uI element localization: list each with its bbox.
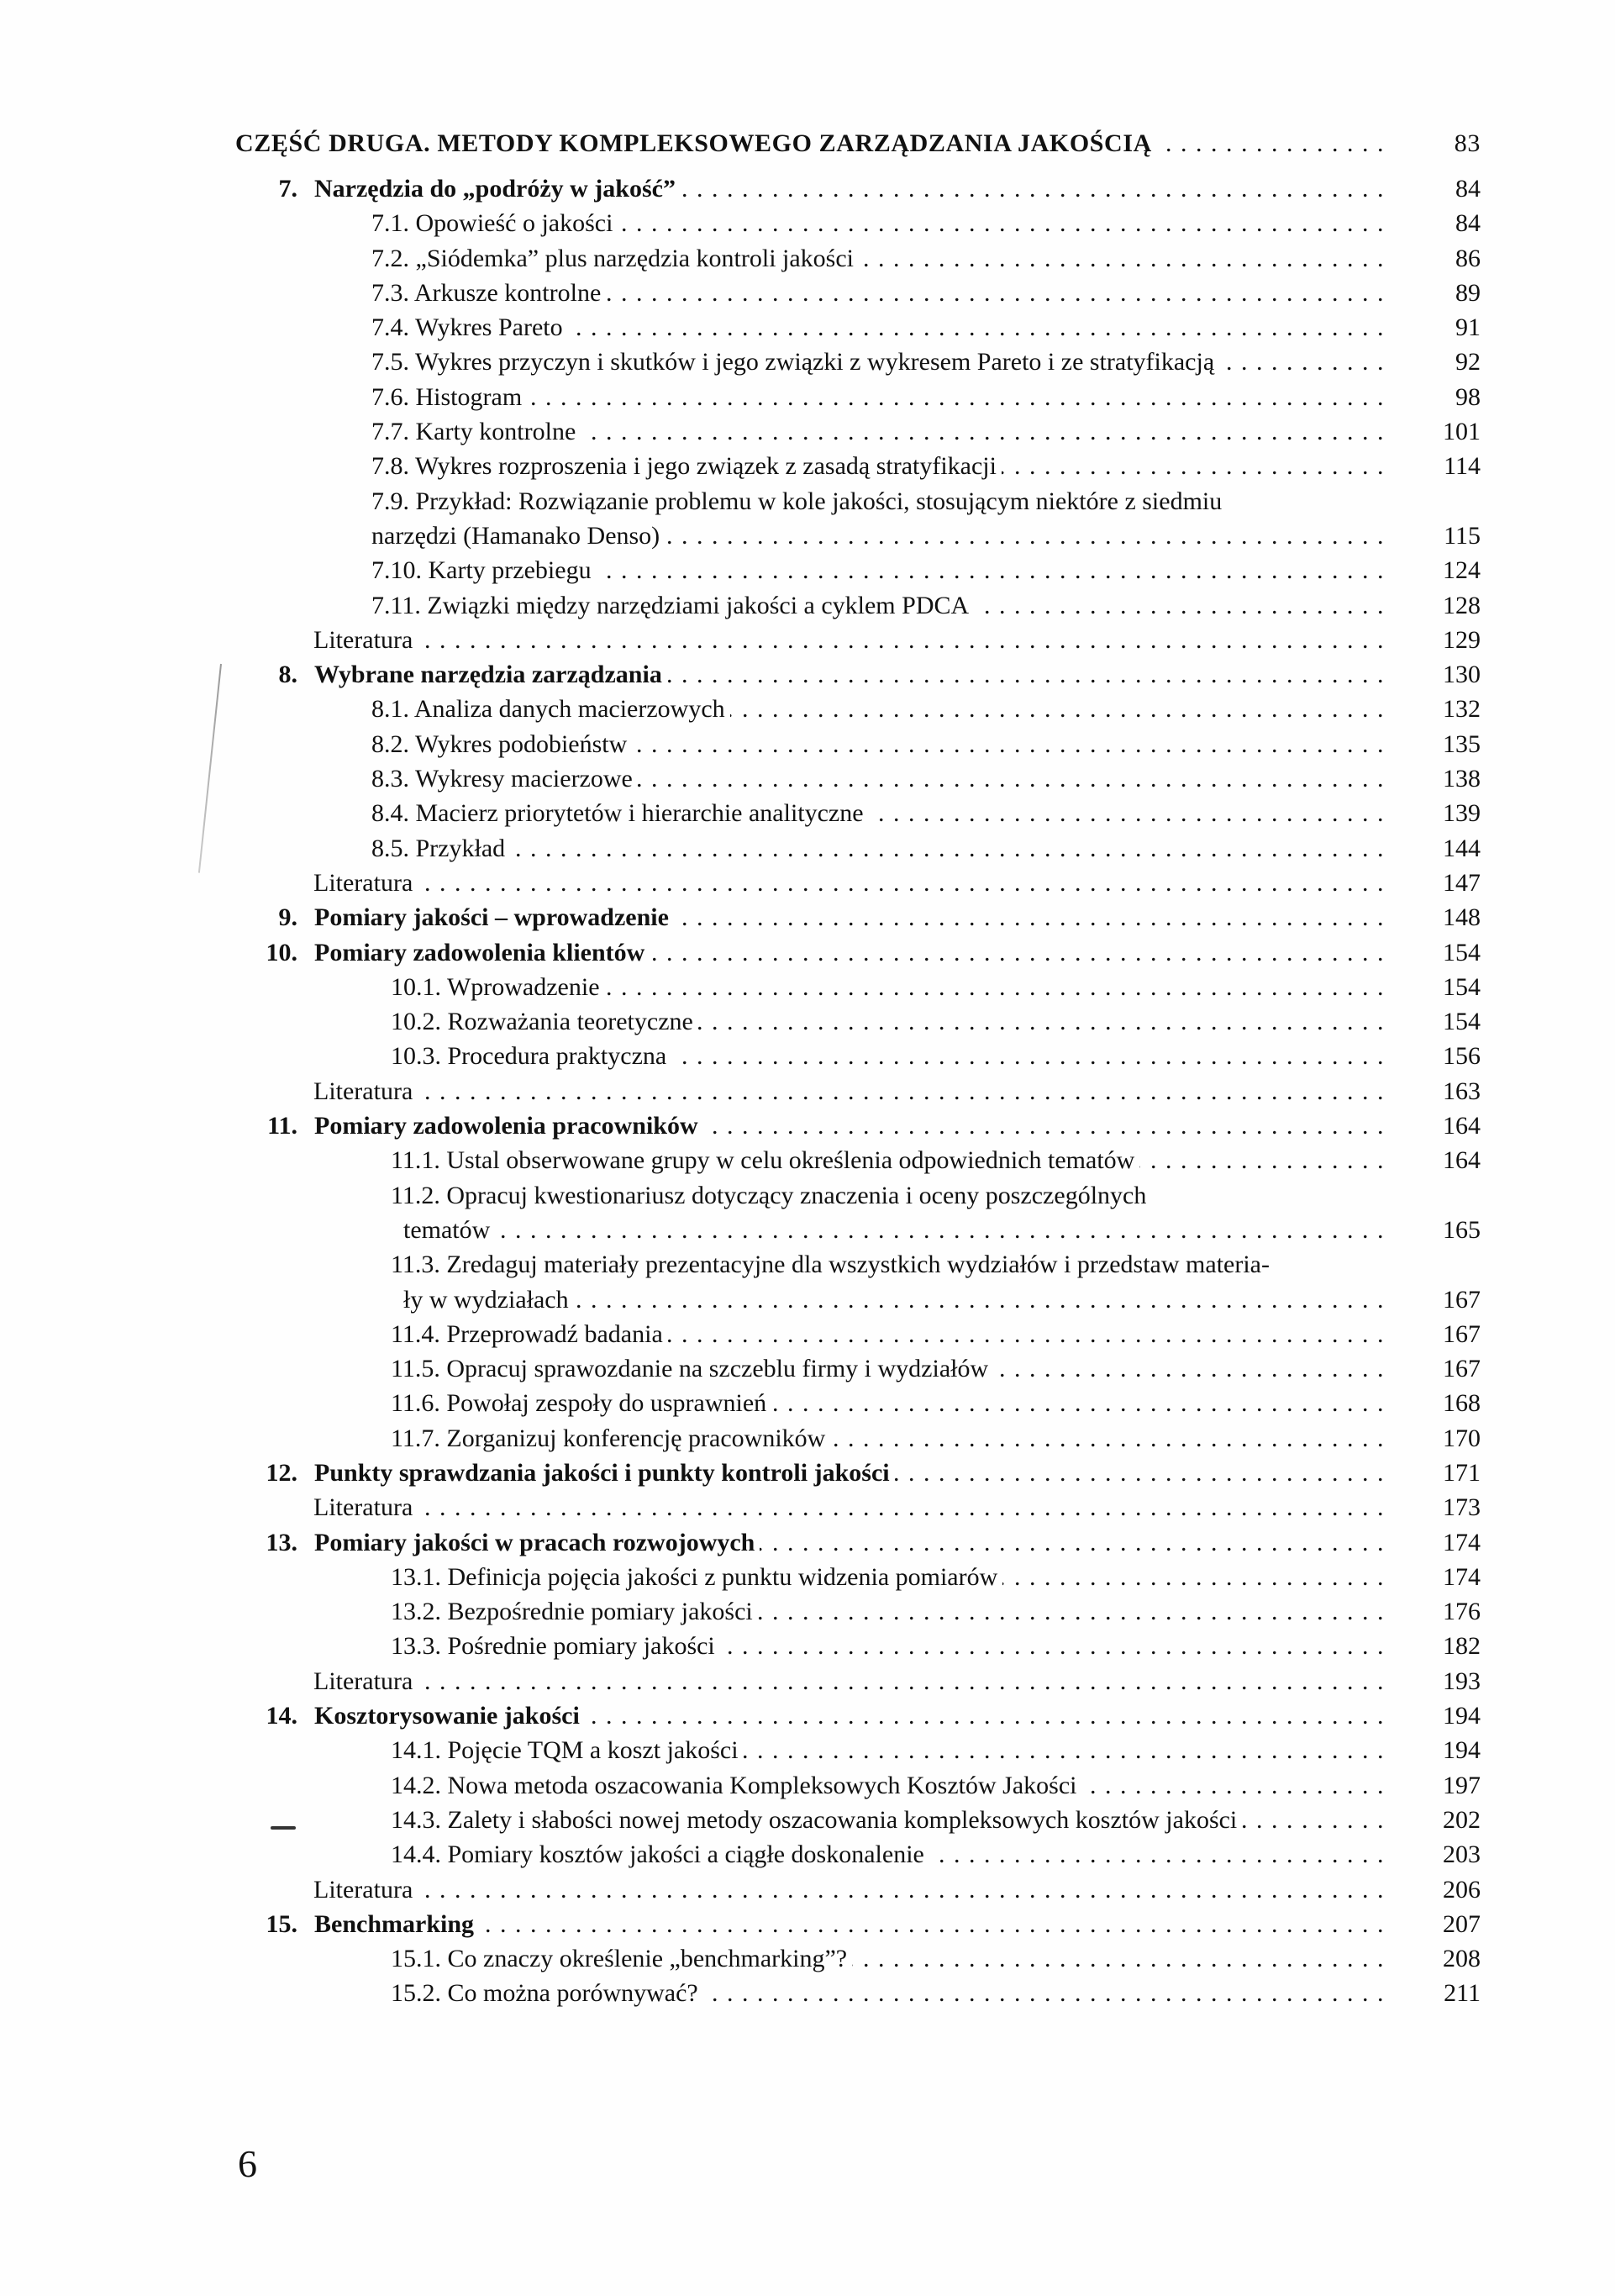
toc-section-row [235,692,1487,726]
entry-title: 7.7. Karty kontrolne [371,414,581,449]
dot-leader [1157,123,1385,165]
dot-leader [1081,1768,1385,1803]
entry-page-number: 174 [1443,1528,1481,1556]
toc-bibliography-row [235,1664,1487,1698]
pencil-margin-mark [198,664,222,873]
entry-title: 11.4. Przeprowadź badania [391,1317,668,1351]
entry-page-number: 132 [1443,695,1481,724]
dot-leader [1002,1560,1385,1594]
chapter-number: 11. [267,1112,297,1140]
entry-page-number: 139 [1443,799,1481,828]
entry-page-number: 154 [1443,972,1481,1001]
entry-title: 7.3. Arkusze kontrolne [371,276,606,310]
entry-title: 7.9. Przykład: Rozwiązanie problemu w kole jakości, stosującym niektóre z siedmiu [371,484,1227,519]
toc-section-row [235,1317,1487,1351]
entry-title: 7.6. Histogram [371,380,527,414]
dot-leader [632,727,1385,761]
entry-page-number: 147 [1443,868,1481,897]
entry-title: 14.3. Zalety i słabości nowej metody oszacowania kompleksowych kosztów jakości [391,1803,1242,1837]
entry-title: 7.1. Opowieść o jakości [371,206,618,240]
entry-title: Literatura [313,1872,418,1907]
toc-chapter-row [235,900,1487,935]
dot-leader [510,831,1385,866]
entry-title: 8.3. Wykresy macierzowe [371,761,638,796]
dot-leader [581,414,1385,449]
dot-leader [650,935,1385,970]
entry-page-number: 129 [1443,625,1481,654]
toc-section-row [235,345,1487,379]
dot-leader [744,1733,1385,1767]
toc-chapter-row [235,1109,1487,1143]
toc-entries [235,171,1487,2011]
toc-chapter-row [235,1907,1487,1941]
entry-title: 8.1. Analiza danych macierzowych [371,692,730,726]
toc-bibliography-row [235,866,1487,900]
dot-leader [495,1213,1385,1247]
toc-chapter-row [235,657,1487,692]
table-of-contents [235,123,1487,2011]
dot-leader [703,1109,1385,1143]
toc-section-row [235,310,1487,345]
toc-bibliography-row [235,1074,1487,1109]
dot-leader [418,866,1385,900]
toc-section-row [235,449,1487,483]
dot-leader [574,1282,1385,1317]
entry-title: 7.2. „Siódemka” plus narzędzia kontroli jakości [371,241,859,276]
toc-section-row [235,1351,1487,1386]
entry-page-number: 211 [1444,1979,1481,2008]
entry-title: 10.3. Procedura praktyczna [391,1039,671,1073]
dot-leader [585,1698,1385,1733]
dot-leader [720,1629,1385,1663]
entry-page-number: 167 [1443,1285,1481,1314]
toc-section-row [235,588,1487,623]
toc-section-row [235,484,1487,519]
dot-leader [479,1907,1385,1941]
entry-title: 11.2. Opracuj kwestionariusz dotyczący znaczenia i oceny poszczególnych [391,1178,1151,1213]
toc-section-row [235,1560,1487,1594]
entry-title: 7.5. Wykres przyczyn i skutków i jego związki z wykresem Pareto i ze stratyfikacją [371,345,1219,379]
toc-section-row [235,1004,1487,1039]
entry-title: 11.5. Opracuj sprawozdanie na szczeblu firmy i wydziałów [391,1351,993,1386]
entry-title: narzędzi (Hamanako Denso) [371,519,665,553]
dot-leader [1219,345,1385,379]
entry-page-number: 207 [1443,1909,1481,1938]
entry-title: 15.2. Co można porównywać? [391,1976,703,2010]
entry-title: 14.2. Nowa metoda oszacowania Kompleksowych Kosztów Jakości [391,1768,1081,1803]
entry-title: Pomiary zadowolenia pracowników [314,1109,703,1143]
entry-page-number: 194 [1443,1702,1481,1730]
entry-title: 10.2. Rozważania teoretyczne [391,1004,698,1039]
toc-section-row [235,1386,1487,1420]
part-heading-page: 83 [1454,129,1481,157]
entry-title: 11.6. Powołaj zespoły do usprawnień [391,1386,771,1420]
dot-leader [418,1490,1385,1525]
entry-page-number: 194 [1443,1736,1481,1765]
dot-leader [830,1421,1385,1456]
toc-section-row [235,1594,1487,1629]
entry-page-number: 164 [1443,1146,1481,1175]
dot-leader [674,900,1385,935]
entry-title: Literatura [313,1490,418,1525]
entry-title: 7.4. Wykres Pareto [371,310,568,345]
chapter-number: 15. [266,1909,297,1938]
toc-section-row [235,1143,1487,1177]
toc-section-row [235,1629,1487,1663]
entry-title: Literatura [313,866,418,900]
toc-section-row [235,761,1487,796]
toc-section-row [235,1803,1487,1837]
entry-page-number: 167 [1443,1319,1481,1348]
dot-leader [859,241,1385,276]
entry-title: 14.1. Pojęcie TQM a koszt jakości [391,1733,744,1767]
dot-leader [597,553,1385,587]
entry-title: 13.1. Definicja pojęcia jakości z punktu widzenia pomiarów [391,1560,1002,1594]
entry-page-number: 206 [1443,1875,1481,1904]
entry-page-number: 124 [1443,556,1481,585]
dot-leader [667,657,1385,692]
entry-page-number: 130 [1443,661,1481,689]
toc-section-row [235,1941,1487,1976]
chapter-number: 12. [266,1458,297,1487]
dot-leader [1242,1803,1385,1837]
dot-leader [618,206,1385,240]
toc-section-row [235,1733,1487,1767]
dot-leader [668,1317,1385,1351]
chapter-number: 7. [278,175,297,203]
dot-leader [665,519,1385,553]
chapter-number: 9. [278,903,297,932]
toc-section-row [235,1976,1487,2010]
dot-leader [771,1386,1385,1420]
toc-bibliography-row [235,1872,1487,1907]
entry-page-number: 174 [1443,1562,1481,1591]
toc-chapter-row [235,1525,1487,1560]
entry-page-number: 168 [1443,1389,1481,1418]
dot-leader [527,380,1385,414]
toc-chapter-row [235,1456,1487,1490]
toc-section-row [235,796,1487,830]
dot-leader [1139,1143,1385,1177]
part-heading [235,123,1487,165]
entry-page-number: 182 [1443,1632,1481,1661]
entry-page-number: 86 [1455,244,1481,272]
entry-page-number: 114 [1444,452,1481,481]
entry-title: Kosztorysowanie jakości [314,1698,585,1733]
entry-title: 13.3. Pośrednie pomiary jakości [391,1629,720,1663]
entry-page-number: 148 [1443,903,1481,932]
entry-page-number: 138 [1443,765,1481,793]
entry-title: Pomiary jakości w pracach rozwojowych [314,1525,760,1560]
entry-page-number: 135 [1443,729,1481,758]
entry-page-number: 176 [1443,1598,1481,1626]
toc-bibliography-row [235,1490,1487,1525]
page-number: 6 [238,2142,257,2185]
dot-leader [418,1664,1385,1698]
entry-page-number: 165 [1443,1215,1481,1244]
toc-section-row [235,1282,1487,1317]
dot-leader [974,588,1385,623]
toc-section-row [235,1421,1487,1456]
entry-title: 13.2. Bezpośrednie pomiary jakości [391,1594,758,1629]
toc-section-row [235,380,1487,414]
entry-title: Punkty sprawdzania jakości i punkty kontroli jakości [314,1456,895,1490]
entry-title: Pomiary jakości – wprowadzenie [314,900,674,935]
part-heading-title: CZĘŚĆ DRUGA. METODY KOMPLEKSOWEGO ZARZĄDZANIA JAKOŚCIĄ [235,123,1157,165]
dot-leader [418,1872,1385,1907]
entry-title: Benchmarking [314,1907,479,1941]
entry-page-number: 115 [1444,521,1481,550]
entry-page-number: 98 [1455,382,1481,411]
entry-title: Narzędzia do „podróży w jakość” [314,171,681,206]
toc-section-row [235,1837,1487,1872]
dot-leader [929,1837,1385,1872]
toc-section-row [235,1178,1487,1213]
dot-leader [869,796,1385,830]
dot-leader [671,1039,1385,1073]
toc-section-row [235,519,1487,553]
entry-page-number: 84 [1455,175,1481,203]
chapter-number: 10. [266,938,297,966]
dot-leader [993,1351,1385,1386]
dot-leader [568,310,1385,345]
entry-page-number: 128 [1443,591,1481,619]
entry-title: 15.1. Co znaczy określenie „benchmarking”? [391,1941,852,1976]
entry-title: Literatura [313,623,418,657]
dot-leader [703,1976,1385,2010]
entry-page-number: 154 [1443,938,1481,966]
entry-page-number: 173 [1443,1493,1481,1522]
dot-leader [852,1941,1385,1976]
toc-chapter-row [235,935,1487,970]
entry-title: Pomiary zadowolenia klientów [314,935,650,970]
dot-leader [606,276,1385,310]
entry-title: Literatura [313,1664,418,1698]
entry-page-number: 167 [1443,1355,1481,1383]
dot-leader [760,1525,1385,1560]
entry-title: 11.1. Ustal obserwowane grupy w celu określenia odpowiednich tematów [391,1143,1139,1177]
entry-page-number: 197 [1443,1771,1481,1799]
entry-page-number: 202 [1443,1805,1481,1834]
dot-leader [605,970,1385,1004]
chapter-number: 14. [266,1702,297,1730]
chapter-number: 8. [278,661,297,689]
entry-page-number: 101 [1443,418,1481,446]
entry-page-number: 170 [1443,1424,1481,1452]
entry-title: Wybrane narzędzia zarządzania [314,657,667,692]
entry-title: 7.8. Wykres rozproszenia i jego związek z zasadą stratyfikacji [371,449,1002,483]
entry-page-number: 203 [1443,1840,1481,1869]
entry-page-number: 144 [1443,834,1481,862]
dot-leader [698,1004,1385,1039]
entry-title: tematów [403,1213,495,1247]
dot-leader [895,1456,1385,1490]
entry-page-number: 92 [1455,348,1481,377]
entry-page-number: 193 [1443,1667,1481,1695]
entry-title: 7.10. Karty przebiegu [371,553,597,587]
dot-leader [730,692,1385,726]
entry-page-number: 84 [1455,209,1481,238]
toc-chapter-row [235,1698,1487,1733]
entry-title: 7.11. Związki między narzędziami jakości a cyklem PDCA [371,588,974,623]
toc-section-row [235,241,1487,276]
entry-page-number: 154 [1443,1008,1481,1036]
dot-leader [758,1594,1385,1629]
entry-page-number: 156 [1443,1042,1481,1071]
toc-section-row [235,831,1487,866]
entry-page-number: 89 [1455,278,1481,307]
dot-leader [418,623,1385,657]
toc-chapter-row [235,171,1487,206]
dot-leader [418,1074,1385,1109]
entry-page-number: 164 [1443,1112,1481,1140]
entry-title: ły w wydziałach [403,1282,574,1317]
toc-section-row [235,727,1487,761]
entry-title: 10.1. Wprowadzenie [391,970,605,1004]
chapter-number: 13. [266,1528,297,1556]
dot-leader [638,761,1385,796]
entry-title: 11.3. Zredaguj materiały prezentacyjne dla wszystkich wydziałów i przedstaw materia- [391,1247,1275,1282]
toc-section-row [235,1213,1487,1247]
toc-section-row [235,276,1487,310]
entry-title: 8.2. Wykres podobieństw [371,727,632,761]
entry-title: 14.4. Pomiary kosztów jakości a ciągłe doskonalenie [391,1837,929,1872]
toc-section-row [235,414,1487,449]
entry-title: 8.5. Przykład [371,831,510,866]
toc-section-row [235,206,1487,240]
entry-title: 8.4. Macierz priorytetów i hierarchie analityczne [371,796,869,830]
toc-section-row [235,1247,1487,1282]
entry-title: Literatura [313,1074,418,1109]
entry-page-number: 171 [1443,1458,1481,1487]
entry-page-number: 163 [1443,1077,1481,1105]
toc-bibliography-row [235,623,1487,657]
toc-section-row [235,1768,1487,1803]
toc-section-row [235,970,1487,1004]
entry-page-number: 208 [1443,1945,1481,1973]
toc-section-row [235,1039,1487,1073]
dot-leader [1002,449,1385,483]
entry-title: 11.7. Zorganizuj konferencję pracowników [391,1421,830,1456]
toc-section-row [235,553,1487,587]
dot-leader [681,171,1385,206]
entry-page-number: 91 [1455,313,1481,342]
